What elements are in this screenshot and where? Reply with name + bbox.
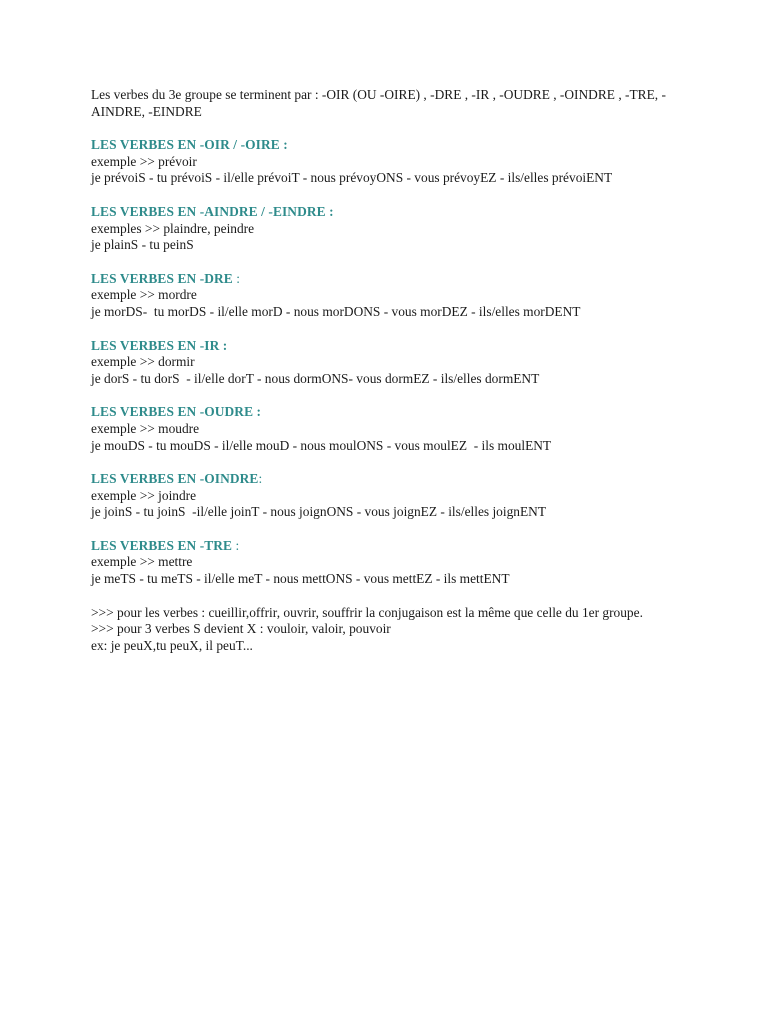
section-oindre <box>91 471 671 521</box>
section-heading-text: LES VERBES EN -OINDRE <box>91 471 259 487</box>
example-line: exemple >> joindre <box>91 487 197 503</box>
example-line: exemple >> mettre <box>91 554 193 570</box>
section-heading-suffix: : <box>232 270 241 286</box>
conjugation-line: je prévoiS - tu prévoiS - il/elle prévoiT - nous prévoyONS - vous prévoyEZ - ils/elles prévoiENT <box>91 170 613 186</box>
section-heading <box>91 204 671 221</box>
example-line: exemples >> plaindre, peindre <box>91 220 255 236</box>
section-heading-suffix: : <box>232 537 240 553</box>
note-line: >>> pour les verbes : cueillir,offrir, ouvrir, souffrir la conjugaison est la même que celle du 1er groupe. <box>91 604 643 620</box>
example-line: exemple >> moudre <box>91 420 200 436</box>
conjugation-line: je morDS- tu morDS - il/elle morD - nous morDONS - vous morDEZ - ils/elles morDENT <box>91 303 581 319</box>
section-aindre <box>91 204 671 254</box>
section-oir <box>91 137 671 187</box>
section-tre <box>91 538 671 588</box>
section-heading-suffix: : <box>258 471 263 487</box>
section-heading <box>91 404 671 421</box>
section-heading-text: LES VERBES EN -TRE <box>91 537 233 553</box>
example-line: exemple >> prévoir <box>91 153 197 169</box>
intro-paragraph: Les verbes du 3e groupe se terminent par : -OIR (OU -OIRE) , -DRE , -IR , -OUDRE , -OINDRE , -TRE, -AINDRE, -EINDRE <box>91 87 666 119</box>
conjugation-line: je plainS - tu peinS <box>91 237 194 253</box>
section-ir <box>91 338 671 388</box>
section-oudre <box>91 404 671 454</box>
section-heading <box>91 471 671 488</box>
note-line: >>> pour 3 verbes S devient X : vouloir, valoir, pouvoir <box>91 621 391 637</box>
document-page <box>91 87 671 654</box>
section-heading <box>91 538 671 555</box>
example-line: exemple >> dormir <box>91 354 195 370</box>
example-line: exemple >> mordre <box>91 287 197 303</box>
section-dre <box>91 271 671 321</box>
section-heading <box>91 271 671 288</box>
section-heading <box>91 137 671 154</box>
section-heading <box>91 338 671 355</box>
section-heading-text: LES VERBES EN -IR : <box>91 337 228 353</box>
conjugation-line: je joinS - tu joinS -il/elle joinT - nous joignONS - vous joignEZ - ils/elles joignENT <box>91 504 547 520</box>
conjugation-line: je dorS - tu dorS - il/elle dorT - nous dormONS- vous dormEZ - ils/elles dormENT <box>91 370 540 386</box>
section-heading-text: LES VERBES EN -DRE <box>91 270 233 286</box>
section-heading-text: LES VERBES EN -OIR / -OIRE : <box>91 137 288 153</box>
section-heading-text: LES VERBES EN -OUDRE : <box>91 404 262 420</box>
note-line: ex: je peuX,tu peuX, il peuT... <box>91 637 253 653</box>
notes-block <box>91 605 671 655</box>
conjugation-line: je meTS - tu meTS - il/elle meT - nous mettONS - vous mettEZ - ils mettENT <box>91 571 510 587</box>
conjugation-line: je mouDS - tu mouDS - il/elle mouD - nous moulONS - vous moulEZ - ils moulENT <box>91 437 552 453</box>
section-heading-text: LES VERBES EN -AINDRE / -EINDRE : <box>91 203 334 219</box>
